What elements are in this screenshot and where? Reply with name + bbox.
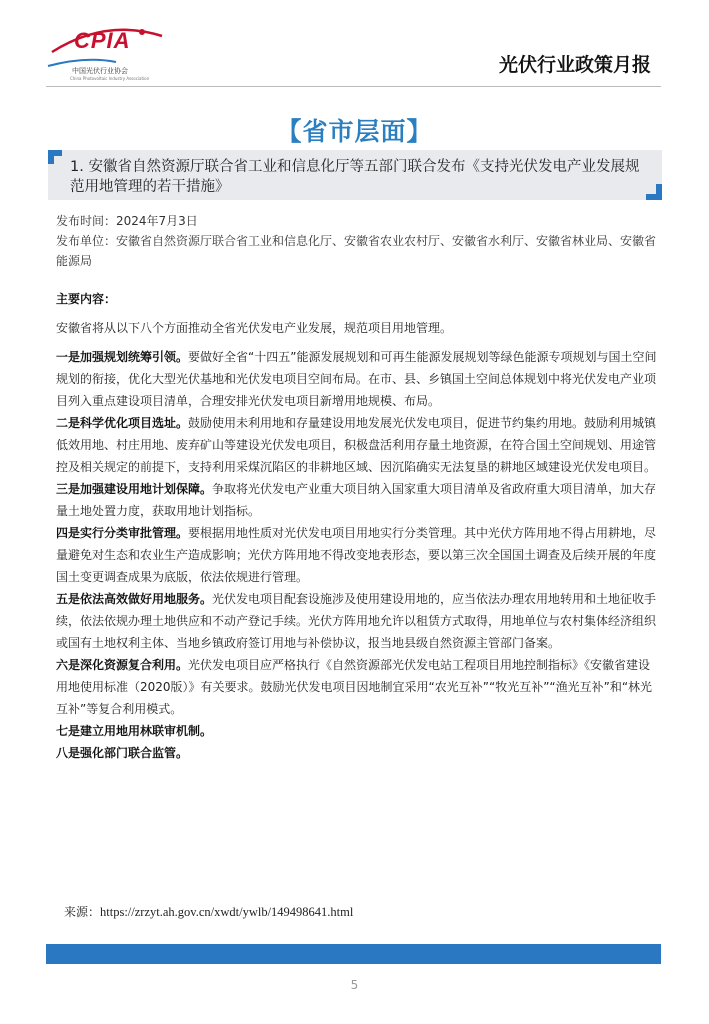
cpia-logo: [46, 22, 168, 82]
list-item: [56, 588, 660, 654]
item-text: 光伏发电项目配套设施涉及使用建设用地的，应当依法办理农用地转用和土地征收手续，依法依规办理土地供应和不动产登记手续。光伏方阵用地允许以租赁方式取得，用地单位与农村集体经济组织或国有土地权利主体、当地乡镇政府签订用地与补偿协议，报当地县级自然资源主管部门备案。: [56, 592, 657, 650]
item-lead: 七是建立用地用林联审机制。: [56, 724, 213, 738]
page-number: 5: [350, 978, 359, 992]
content-intro: 安徽省将从以下八个方面推动全省光伏发电产业发展，规范项目用地管理。: [56, 321, 453, 335]
source-label: 来源：: [64, 905, 101, 919]
item-lead: 二是科学优化项目选址。: [56, 416, 189, 430]
item-text: 争取将光伏发电产业重大项目纳入国家重大项目清单及省政府重大项目清单，加大存量土地处置力度，获取用地计划指标。: [56, 482, 657, 518]
item-lead: 八是强化部门联合监管。: [56, 746, 189, 760]
logo-name-en: China Photovoltaic Industry Association: [70, 76, 150, 81]
item-lead: 四是实行分类审批管理。: [56, 526, 189, 540]
source-line: [64, 903, 353, 920]
header-divider: [46, 86, 661, 87]
item-text: 要做好全省“十四五”能源发展规划和可再生能源发展规划等绿色能源专项规划与国土空间规划的衔接，优化大型光伏基地和光伏发电项目空间布局。在市、县、乡镇国土空间总体规划中将光伏发电产业项目列入重点建设项目清单，合理安排光伏发电项目新增用地规模、布局。: [56, 350, 657, 408]
item-lead: 一是加强规划统筹引领。: [56, 350, 189, 364]
corner-bracket-top-left-icon: [48, 150, 62, 164]
content-heading: 主要内容：: [56, 292, 117, 306]
list-item: [56, 522, 660, 588]
article-title: 1. 安徽省自然资源厅联合省工业和信息化厅等五部门联合发布《支持光伏发电产业发展规范用地管理的若干措施》: [70, 159, 640, 195]
item-text: 鼓励使用未利用地和存量建设用地发展光伏发电项目，促进节约集约用地。鼓励利用城镇低效用地、村庄用地、废弃矿山等建设光伏发电项目，积极盘活利用存量土地资源，在符合国土空间规划、用途管控及相关规定的前提下，支持利用采煤沉陷区的非耕地区域、因沉陷确实无法复垦的耕地区域建设光伏发电项目。: [56, 416, 657, 474]
item-text: 光伏发电项目应严格执行《自然资源部光伏发电站工程项目用地控制指标》《安徽省建设用地使用标准（2020版）》有关要求。鼓励光伏发电项目因地制宜采用“农光互补”“牧光互补”“渔光互补”和“林光互补”等复合利用模式。: [56, 658, 653, 716]
list-item: [56, 412, 660, 478]
list-item: [56, 720, 660, 742]
list-item: [56, 742, 660, 764]
publisher: 发布单位：安徽省自然资源厅联合省工业和信息化厅、安徽省农业农村厅、安徽省水利厅、安徽省林业局、安徽省能源局: [56, 234, 657, 268]
section-title: 【省市层面】: [276, 117, 433, 146]
publish-date: 发布时间：2024年7月3日: [56, 214, 198, 228]
item-lead: 三是加强建设用地计划保障。: [56, 482, 213, 496]
item-lead: 六是深化资源复合利用。: [56, 658, 189, 672]
list-item: [56, 346, 660, 412]
list-item: [56, 654, 660, 720]
source-link[interactable]: https://zrzyt.ah.gov.cn/xwdt/ywlb/149498641.html: [100, 905, 354, 919]
item-text: 要根据用地性质对光伏发电项目用地实行分类管理。其中光伏方阵用地不得占用耕地，尽量避免对生态和农业生产造成影响；光伏方阵用地不得改变地表形态，要以第三次全国国土调查及后续开展的年度国土变更调查成果为底版，依法依规进行管理。: [56, 526, 657, 584]
list-item: [56, 478, 660, 522]
logo-abbr: CPIA: [74, 28, 131, 53]
item-lead: 五是依法高效做好用地服务。: [56, 592, 213, 606]
logo-name-cn: 中国光伏行业协会: [72, 67, 128, 75]
footer-bar: [46, 944, 661, 964]
article-meta: [56, 211, 666, 271]
report-title: 光伏行业政策月报: [498, 54, 651, 76]
article-content: [56, 288, 660, 764]
